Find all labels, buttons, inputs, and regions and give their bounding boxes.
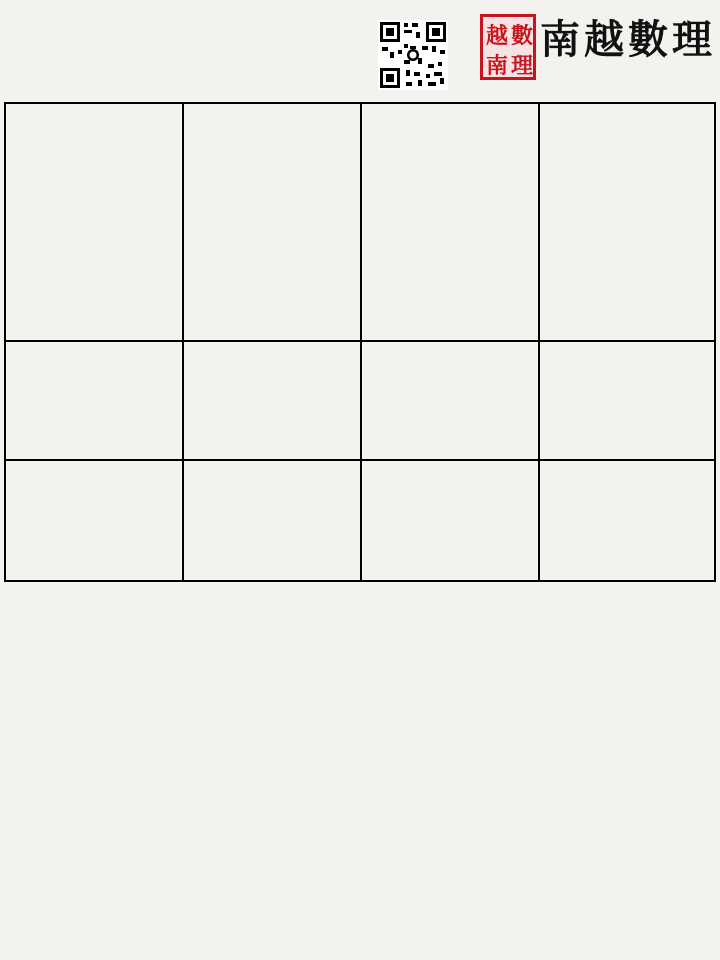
brand-logo: 南越數理	[540, 16, 716, 63]
bazi-chart	[4, 102, 716, 582]
header-info	[12, 6, 20, 22]
qr-code-icon	[378, 20, 448, 90]
red-seal-stamp: 越 數 南 理	[480, 14, 536, 80]
yearly-luck-table	[4, 589, 716, 952]
